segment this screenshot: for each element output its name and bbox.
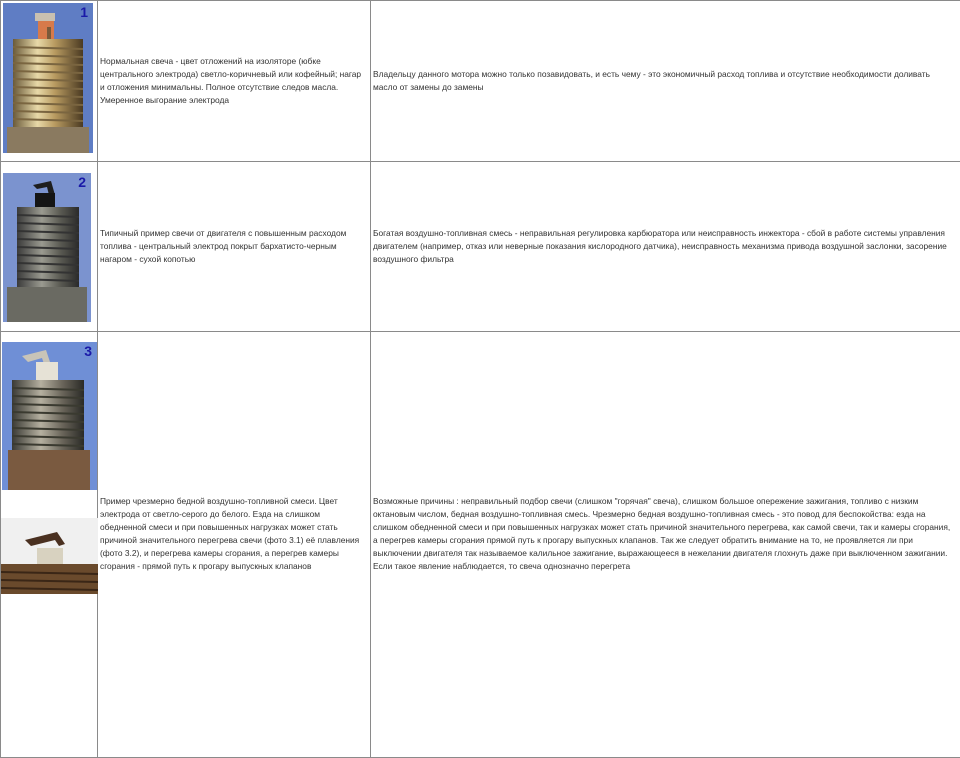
- spark-plug-image: [2, 342, 97, 490]
- table-row: [1, 332, 960, 758]
- spark-plug-photo-2: [3, 173, 91, 322]
- table-row: [1, 1, 960, 162]
- photo-number: 1: [80, 5, 88, 19]
- cause-cell: Богатая воздушно-топливная смесь - неправильная регулировка карбюратора или неисправность инжектора - сбой в работе системы управления двигателем (например, отказ или неверные показания кислородного датчика), неисправность механизма привода воздушной заслонки, засорение воздушного фильтра: [371, 162, 960, 332]
- cause-cell: Возможные причины : неправильный подбор свечи (слишком "горячая" свеча), слишком большое опережение зажигания, топливо с низким октановым числом, бедная воздушно-топливная смесь. Чрезмерно бедная воздушно-топливная смесь - это повод для беспокойства: езда на слишком обедненной смеси и при повышенных нагрузках может стать причиной значительного перегрева, как самой свечи, так и камеры сгорания, а перегрев камеры сгорания прямой путь к прогару выпускных клапанов. Так же следует обратить внимание на то, не проявляется ли при выключении двигателя так называемое калильное зажигание, выражающееся в нежелании двигателя глохнуть даже при выключенном зажигании. Если такое явление наблюдается, то свеча однозначно перегрета: [371, 332, 960, 758]
- spark-plug-image: [3, 3, 93, 153]
- photo-cell: [1, 162, 98, 332]
- description-cell: Нормальная свеча - цвет отложений на изоляторе (юбке центрального электрода) светло-коричневый или кофейный; нагар и отложения минимальны. Полное отсутствие следов масла. Умеренное выгорание электрода: [98, 1, 371, 162]
- description-cell: Пример чрезмерно бедной воздушно-топливной смеси. Цвет электрода от светло-серого до белого. Езда на слишком обедненной смеси и при повышенных нагрузках может стать причиной значительного перегрева свечи (фото 3.1) её плавления (фото 3.2), и перегрева камеры сгорания, а перегрев камеры сгорания - прямой путь к прогару выпускных клапанов: [98, 332, 371, 758]
- cause-cell: Владельцу данного мотора можно только позавидовать, и есть чему - это экономичный расход топлива и отсутствие необходимости доливать масло от замены до замены: [371, 1, 960, 162]
- photo-cell: [1, 332, 98, 758]
- spark-plug-photo-1: [3, 3, 93, 153]
- spark-plug-photo-3: [2, 342, 97, 490]
- photo-number: 3: [84, 344, 92, 358]
- spark-plug-photo-3-2: [1, 518, 98, 594]
- photo-cell: [1, 1, 98, 162]
- description-cell: Типичный пример свечи от двигателя с повышенным расходом топлива - центральный электрод покрыт бархатисто-черным нагаром - сухой копотью: [98, 162, 371, 332]
- table-row: [1, 162, 960, 332]
- photo-number: 2: [78, 175, 86, 189]
- spark-plug-image: [3, 173, 91, 322]
- spark-plug-image: [1, 518, 98, 594]
